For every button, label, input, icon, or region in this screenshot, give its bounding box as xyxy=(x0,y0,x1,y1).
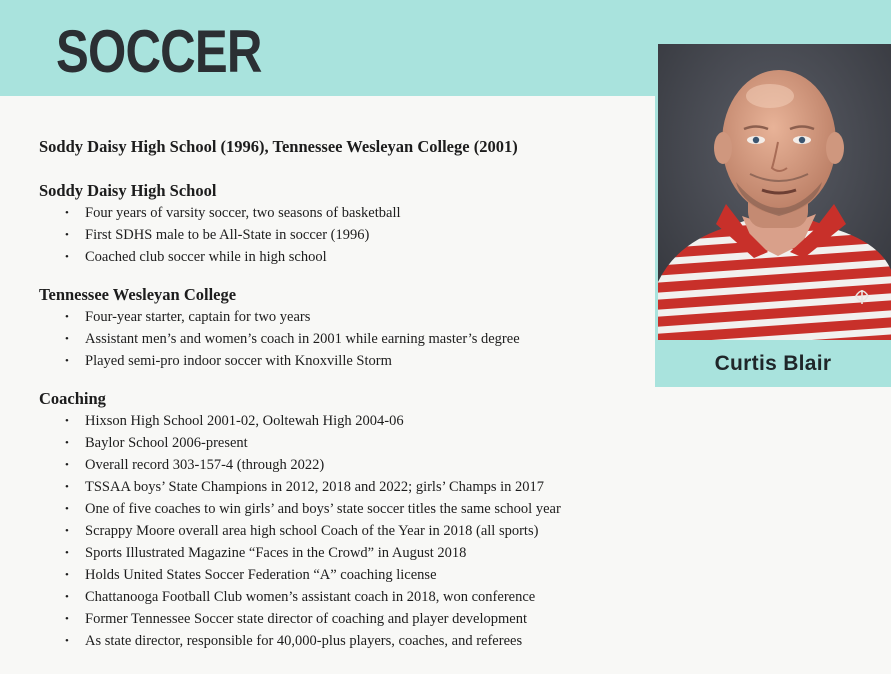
page-title: SOCCER xyxy=(56,18,262,85)
list-item: • Hixson High School 2001-02, Ooltewah High 2004-06 xyxy=(65,410,639,432)
section-heading: Soddy Daisy High School xyxy=(39,181,217,200)
section-college xyxy=(39,284,639,372)
section-high-school xyxy=(39,180,639,268)
schools-summary: Soddy Daisy High School (1996), Tennessee Wesleyan College (2001) xyxy=(39,137,518,156)
bio-content xyxy=(39,136,639,668)
list-item: • As state director, responsible for 40,000-plus players, coaches, and referees xyxy=(65,630,639,652)
list-item: • Scrappy Moore overall area high school Coach of the Year in 2018 (all sports) xyxy=(65,520,639,542)
list-item: • Coached club soccer while in high school xyxy=(65,246,639,268)
list-item: • One of five coaches to win girls’ and boys’ state soccer titles the same school year xyxy=(65,498,639,520)
list-item: • Four years of varsity soccer, two seasons of basketball xyxy=(65,202,639,224)
section-coaching xyxy=(39,388,639,652)
coach-portrait xyxy=(658,44,891,340)
profile-card xyxy=(655,41,891,387)
bullet-list xyxy=(39,202,639,268)
section-heading: Tennessee Wesleyan College xyxy=(39,285,237,304)
list-item: • TSSAA boys’ State Champions in 2012, 2018 and 2022; girls’ Champs in 2017 xyxy=(65,476,639,498)
coach-name: Curtis Blair xyxy=(714,352,832,375)
list-item: • Assistant men’s and women’s coach in 2001 while earning master’s degree xyxy=(65,328,639,350)
list-item: • Four-year starter, captain for two years xyxy=(65,306,639,328)
list-item: • Played semi-pro indoor soccer with Knoxville Storm xyxy=(65,350,639,372)
list-item: • Chattanooga Football Club women’s assistant coach in 2018, won conference xyxy=(65,586,639,608)
list-item: • First SDHS male to be All-State in soccer (1996) xyxy=(65,224,639,246)
bullet-list xyxy=(39,306,639,372)
section-heading: Coaching xyxy=(39,389,106,408)
list-item: • Holds United States Soccer Federation “A” coaching license xyxy=(65,564,639,586)
list-item: • Former Tennessee Soccer state director of coaching and player development xyxy=(65,608,639,630)
bullet-list xyxy=(39,410,639,652)
list-item: • Baylor School 2006-present xyxy=(65,432,639,454)
list-item: • Overall record 303-157-4 (through 2022) xyxy=(65,454,639,476)
list-item: • Sports Illustrated Magazine “Faces in the Crowd” in August 2018 xyxy=(65,542,639,564)
